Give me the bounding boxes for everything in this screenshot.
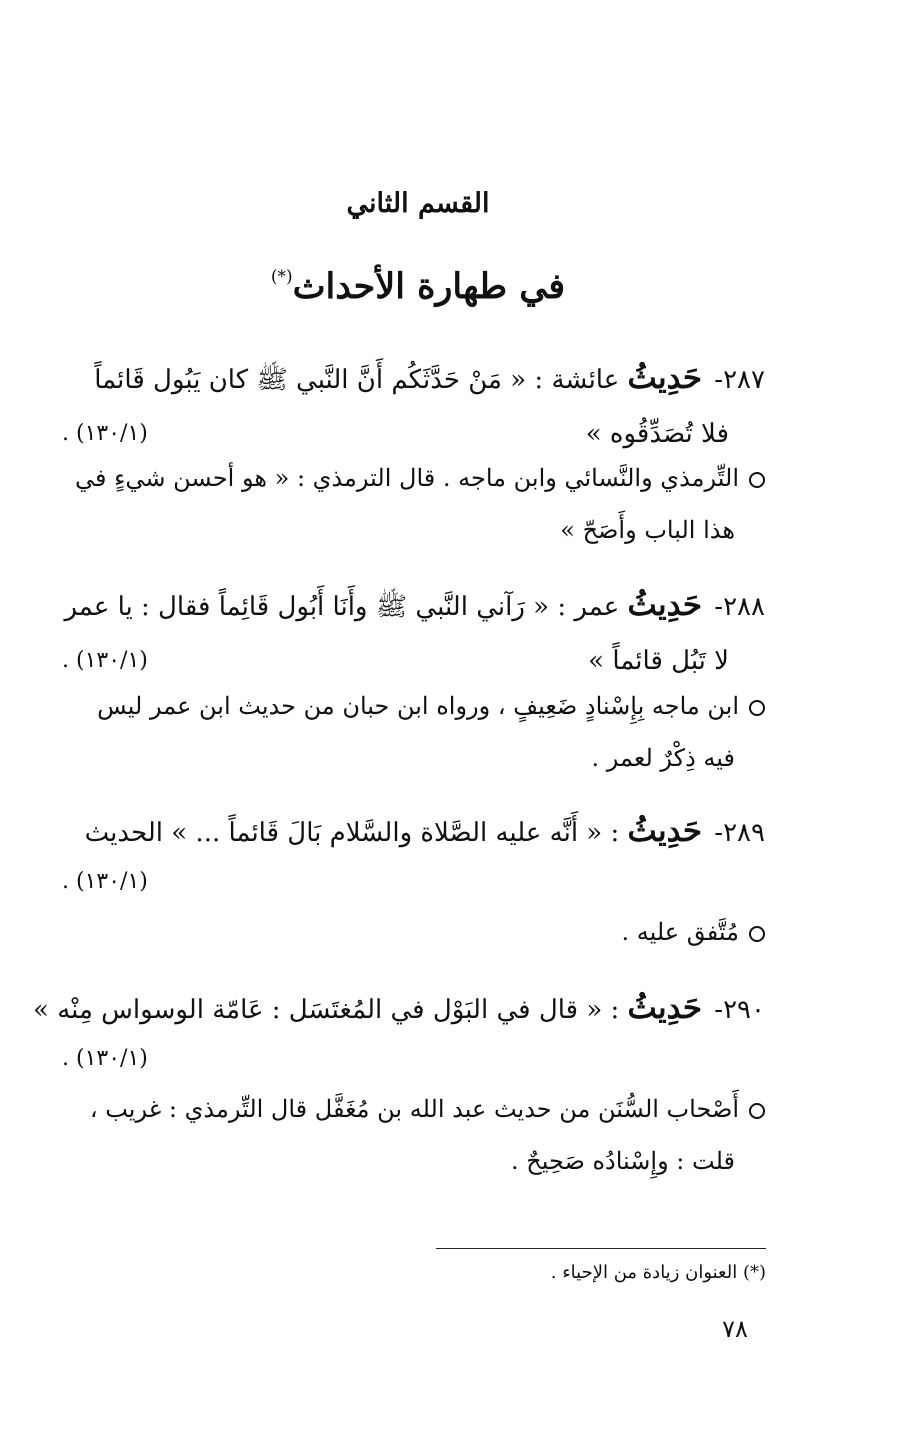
hadith-keyword: حَدِيثُ bbox=[627, 587, 703, 623]
hadith-keyword: حَدِيثُ bbox=[627, 813, 703, 849]
hadith-commentary bbox=[62, 680, 765, 784]
hadith-line bbox=[62, 350, 765, 406]
hadith-commentary bbox=[62, 906, 765, 958]
hadith-line bbox=[62, 803, 765, 859]
hadith-reference-line bbox=[62, 859, 765, 905]
hadith-text: عائشة : « مَنْ حَدَّثَكُم أَنَّ النَّبي ﷺ كان يَبُول قَائماً bbox=[94, 365, 620, 395]
commentary-text: هذا الباب وأَصَحّ » bbox=[560, 516, 735, 544]
hadith-number: ٢٨٩- bbox=[714, 818, 765, 848]
commentary-line bbox=[62, 452, 765, 504]
commentary-line bbox=[62, 504, 765, 556]
hadith-text: عمر : « رَآني النَّبي ﷺ وأَنَا أَبُول قَائِماً فقال : يا عمر bbox=[64, 592, 620, 622]
hadith-reference: (١٣٠/١) . bbox=[62, 869, 148, 894]
hadith-text-cont: لا تَبُل قائماً » bbox=[588, 646, 729, 676]
hadith-keyword: حَدِيثُ bbox=[627, 990, 703, 1026]
hadith-line bbox=[62, 577, 765, 633]
hadith-entry bbox=[62, 350, 765, 462]
hadith-commentary bbox=[62, 1083, 765, 1187]
hadith-text: : « أَنَّه عليه الصَّلاة والسَّلام بَالَ قَائماً ... » الحديث bbox=[84, 818, 620, 848]
hadith-number: ٢٨٧- bbox=[714, 365, 765, 395]
hadith-entry bbox=[62, 803, 765, 905]
hadith-reference: (١٣٠/١) . bbox=[62, 1046, 148, 1071]
commentary-text: التِّرمذي والنَّسائي وابن ماجه . قال الترمذي : « هو أحسن شيءٍ في bbox=[75, 464, 739, 492]
circle-bullet-icon bbox=[749, 1103, 765, 1119]
commentary-line bbox=[62, 1135, 765, 1187]
hadith-text: : « قال في البَوْل في المُغتَسَل : عَامّة الوسواس مِنْه » bbox=[33, 995, 620, 1025]
commentary-line bbox=[62, 1083, 765, 1135]
hadith-entry bbox=[62, 577, 765, 689]
chapter-title-text: في طهارة الأحداث bbox=[292, 266, 566, 307]
commentary-text: أَصْحاب السُّنَن من حديث عبد الله بن مُغَفَّل قال التِّرمذي : غريب ، bbox=[89, 1095, 739, 1123]
hadith-text-cont: فلا تُصَدِّقُوه » bbox=[585, 419, 729, 449]
commentary-line bbox=[62, 680, 765, 732]
circle-bullet-icon bbox=[749, 926, 765, 942]
hadith-line bbox=[33, 980, 765, 1036]
hadith-keyword: حَدِيثُ bbox=[627, 360, 703, 396]
commentary-text: قلت : وإِسْنادُه صَحِيحٌ . bbox=[510, 1147, 735, 1175]
hadith-number: ٢٨٨- bbox=[714, 592, 765, 622]
commentary-line bbox=[62, 906, 765, 958]
footnote-divider bbox=[436, 1248, 766, 1249]
commentary-text: فيه ذِكْرٌ لعمر . bbox=[591, 744, 735, 772]
hadith-reference: (١٣٠/١) . bbox=[62, 648, 148, 673]
hadith-entry bbox=[33, 980, 765, 1082]
footnote: (*) العنوان زيادة من الإحياء . bbox=[550, 1262, 766, 1283]
commentary-line bbox=[62, 732, 765, 784]
page-number: ٧٨ bbox=[722, 1315, 748, 1343]
commentary-text: مُتَّفق عليه . bbox=[621, 918, 739, 946]
chapter-title bbox=[0, 266, 836, 307]
commentary-text: ابن ماجه بِإِسْنادٍ ضَعِيفٍ ، ورواه ابن حبان من حديث ابن عمر ليس bbox=[97, 692, 739, 720]
footnote-marker: (*) bbox=[270, 267, 293, 287]
circle-bullet-icon bbox=[749, 472, 765, 488]
section-title: القسم الثاني bbox=[346, 188, 490, 219]
hadith-reference-line bbox=[62, 1036, 765, 1082]
circle-bullet-icon bbox=[749, 700, 765, 716]
hadith-number: ٢٩٠- bbox=[714, 995, 765, 1025]
hadith-reference: (١٣٠/١) . bbox=[62, 421, 148, 446]
hadith-commentary bbox=[62, 452, 765, 556]
